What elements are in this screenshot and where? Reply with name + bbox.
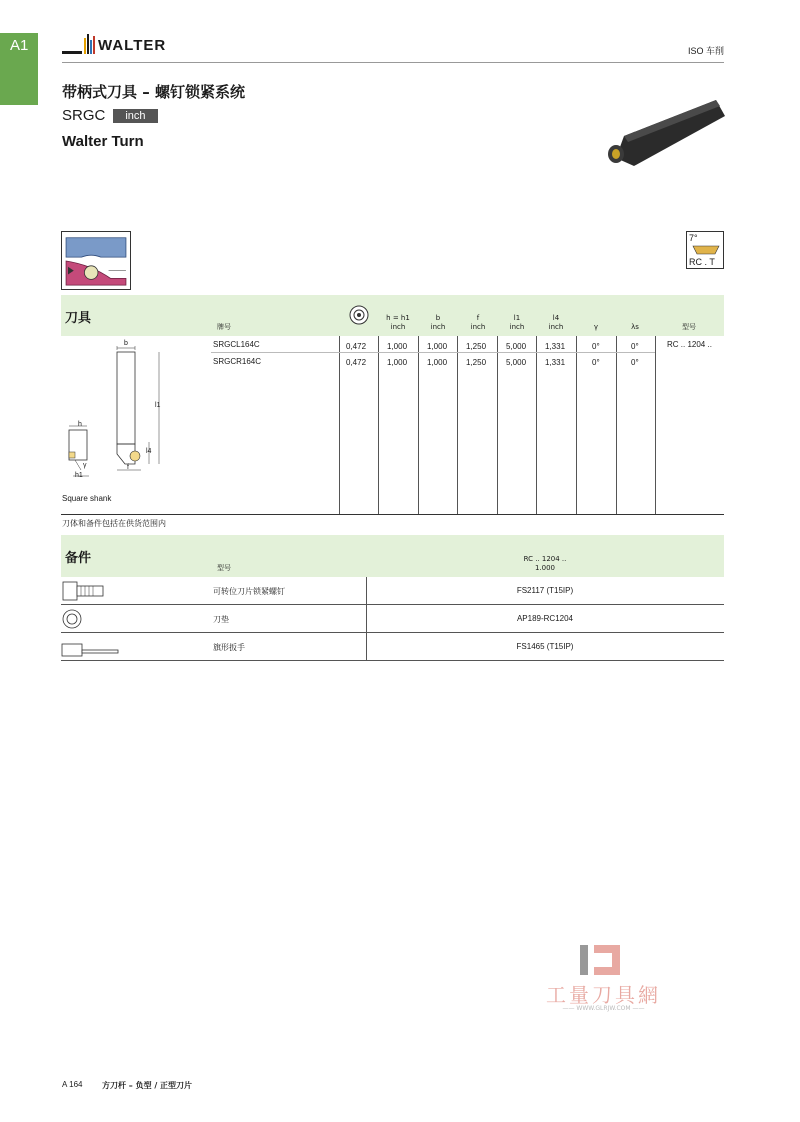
table-row-1-h: 1,000 (387, 342, 408, 351)
watermark-text: 工量刀具網 (546, 983, 661, 1007)
accessory-row-wrench (61, 633, 724, 661)
table-row-1-d: 0,472 (346, 342, 367, 351)
accessories-type-label: 型号 (217, 564, 231, 572)
col-gamma: γ (593, 323, 599, 331)
table-row-2-l1: 5,000 (506, 358, 527, 367)
tools-header-band (61, 295, 724, 336)
table-row-2-lambda: 0° (631, 358, 639, 367)
accessory-name: 可转位刀片锁紧螺钉 (213, 587, 285, 596)
drawing-label-b: b (124, 340, 128, 347)
table-row-1-designation: SRGCL164C (213, 340, 260, 349)
screw-icon (61, 580, 109, 602)
unit-badge: inch (113, 109, 157, 123)
col-lambda: λs (631, 323, 639, 331)
table-row-1-lambda: 0° (631, 342, 639, 351)
clearance-angle: 7° (689, 233, 698, 243)
shim-icon (61, 608, 83, 630)
page-number: A 164 (62, 1080, 83, 1089)
supply-note: 刀体和备件包括在供货范围内 (62, 519, 166, 528)
table-row-1-f: 1,250 (466, 342, 487, 351)
table-row-1-gamma: 0° (592, 342, 600, 351)
accessories-insert-col: RC .. 1204 .. (523, 555, 567, 563)
model-code: SRGC (62, 107, 106, 124)
toolholder-drawing (61, 336, 201, 514)
accessory-row-shim (61, 605, 724, 633)
accessories-heading: 备件 (65, 551, 92, 566)
insert-code: RC . T (689, 257, 715, 267)
watermark-logo (580, 945, 628, 977)
accessory-name: 旗形扳手 (213, 643, 245, 652)
accessory-code: FS2117 (T15IP) (516, 586, 574, 595)
toolholder-image (604, 96, 726, 174)
col-insert: 型号 (682, 323, 696, 331)
table-row-1-l1: 5,000 (506, 342, 527, 351)
table-row-2-b: 1,000 (427, 358, 448, 367)
table-row-2-gamma: 0° (592, 358, 600, 367)
table-row-2-l4: 1,331 (545, 358, 566, 367)
accessories-insert-col-sub: 1.000 (534, 564, 556, 572)
walter-logo (62, 34, 197, 58)
table-row-2-f: 1,250 (466, 358, 487, 367)
accessory-code: AP189-RC1204 (516, 614, 574, 623)
logo-wordmark: WALTER (98, 37, 167, 54)
watermark-url: —— WWW.GLRJW.COM —— (562, 1005, 645, 1012)
col-h: h = h1 inch (386, 314, 410, 331)
insert-shape-icon (691, 245, 721, 255)
accessory-row-screw (61, 577, 724, 605)
table-row-2-designation: SRGCR164C (213, 357, 262, 366)
accessory-code: FS1465 (T15IP) (516, 642, 574, 651)
clearance-angle-box (686, 231, 724, 269)
accessories-header-band (61, 535, 724, 577)
wrench-icon (61, 636, 121, 658)
drawing-label-l1: l1 (155, 402, 161, 409)
model-row (62, 107, 158, 124)
tools-table-bottom-rule (61, 514, 724, 515)
col-l4: l4 inch (548, 314, 564, 331)
watermark (536, 945, 671, 1015)
table-row-2-h: 1,000 (387, 358, 408, 367)
table-row-1-b: 1,000 (427, 342, 448, 351)
drawing-label-gamma: γ (83, 462, 87, 469)
col-designation: 牌号 (217, 323, 231, 331)
footer-title: 方刀杆 – 负型 / 正型刀片 (102, 1081, 193, 1090)
brand-name: Walter Turn (62, 133, 144, 150)
drawing-label-h1: h1 (75, 472, 83, 479)
table-row-2-d: 0,472 (346, 358, 367, 367)
drawing-label-h: h (78, 421, 82, 428)
col-b: b inch (430, 314, 446, 331)
table-row-1-insert: RC .. 1204 .. (667, 340, 712, 349)
section-tab: A1 (0, 33, 38, 105)
accessory-name: 刀垫 (213, 615, 229, 624)
header-divider (62, 62, 724, 63)
accessories-column-divider (366, 577, 367, 661)
shank-label: Square shank (62, 494, 112, 503)
insert-diameter-icon (349, 305, 369, 325)
tools-table (61, 336, 724, 514)
application-schematic (61, 231, 131, 290)
col-f: f inch (470, 314, 486, 331)
table-row-1-l4: 1,331 (545, 342, 566, 351)
page-title: 带柄式刀具 – 螺钉锁紧系统 (62, 83, 245, 101)
tools-heading: 刀具 (65, 311, 92, 326)
col-l1: l1 inch (509, 314, 525, 331)
section-tag: ISO 车削 (687, 46, 724, 56)
drawing-label-l4: l4 (146, 448, 152, 455)
drawing-label-f: f (127, 464, 129, 471)
